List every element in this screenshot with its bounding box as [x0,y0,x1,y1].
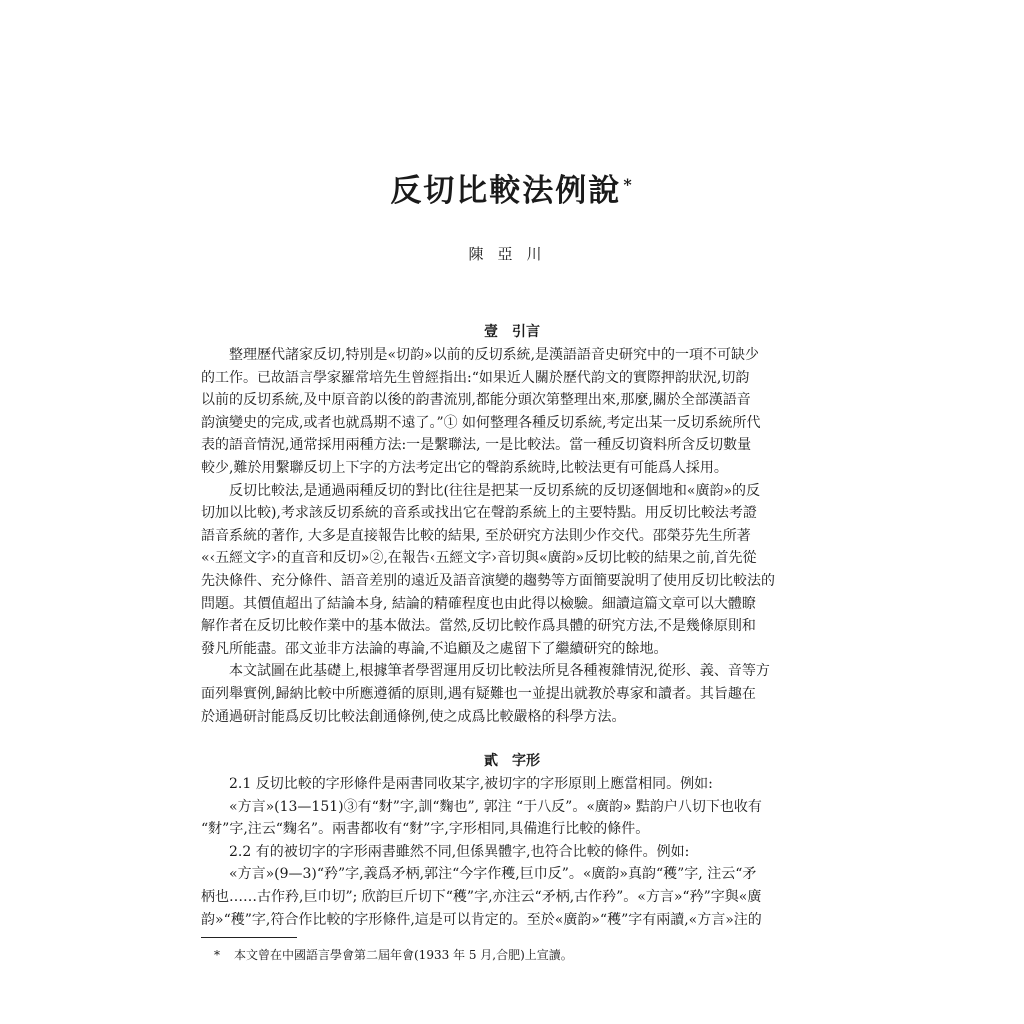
text-line: 的工作。已故語言學家羅常培先生曾經指出:“如果近人關於歷代韵文的實際押韵狀況,切韵 [201,369,750,386]
text-line: 於通過研討能爲反切比較法創通條例,使之成爲比較嚴格的科學方法。 [201,708,626,725]
author-name: 陳亞川 [468,245,556,263]
text-line: 反切比較法,是通過兩種反切的對比(往往是把某一反切系統的反切逐個地和«廣韵»的反 [201,482,761,499]
section-heading-introduction [0,321,1024,341]
text-line: 2.2 有的被切字的字形兩書雖然不同,但係異體字,也符合比較的條件。例如: [201,843,690,860]
footnote-mark: * [214,948,220,962]
text-line: 較少,難於用繫聯反切上下字的方法考定出它的聲韵系統時,比較法更有可能爲人採用。 [201,459,728,476]
text-line: 韵演變史的完成,或者也就爲期不遠了。”① 如何整理各種反切系統,考定出某一反切系統所代 [201,414,761,431]
section-body-introduction [201,344,807,728]
text-line: “䴭”字,注云“麴名”。兩書都收有“䴭”字,字形相同,具備進行比較的條件。 [201,821,650,838]
section-number: 壹 [484,324,498,340]
footnote [214,946,804,964]
title-footnote-mark: * [623,174,634,194]
text-line: «‹五經文字›的直音和反切»②,在報告‹五經文字›音切與«廣韵»反切比較的結果之前,首先從 [201,550,757,567]
text-line: 發凡所能盡。邵文並非方法論的專論,不追顧及之處留下了繼續研究的餘地。 [201,640,668,657]
text-line: 整理歷代諸家反切,特別是«切韵»以前的反切系統,是漢語語音史研究中的一項不可缺少 [201,347,760,363]
text-line: 2.1 反切比較的字形條件是兩書同收某字,被切字的字形原則上應當相同。例如: [201,776,713,792]
text-line: 韵»“穫”字,符合作比較的字形條件,這是可以肯定的。至於«廣韵»“穫”字有兩讀,«方言»注的 [201,911,762,928]
text-line: 問題。其價值超出了結論本身, 結論的精確程度也由此得以檢驗。細讀這篇文章可以大體瞭 [201,595,756,612]
footnote-divider [201,937,297,938]
text-line: 先決條件、充分條件、語音差別的遠近及語音演變的趨勢等方面簡要說明了使用反切比較法的 [201,572,775,589]
text-line: 本文試圖在此基礎上,根據筆者學習運用反切比較法所見各種複雜情況,從形、義、音等方 [201,663,770,680]
text-line: 以前的反切系統,及中原音韵以後的韵書流別,都能分頭次第整理出來,那麼,關於全部漢語音 [201,392,751,409]
article-title [0,165,1024,210]
section-body-glyph-form [201,773,807,931]
section-number: 貳 [484,753,498,769]
text-line: 柄也……古作矜,巨巾切”; 欣韵巨斤切下“穫”字,亦注云“矛柄,古作矜”。«方言»“矜”字與«廣 [201,888,762,905]
text-line: 解作者在反切比較作業中的基本做法。當然,反切比較作爲具體的研究方法,不是幾條原則和 [201,618,756,635]
text-line: 表的語音情況,通常採用兩種方法:一是繫聯法, 一是比較法。當一種反切資料所含反切數量 [201,437,752,454]
text-line: 面列舉實例,歸納比較中所應遵循的原則,遇有疑難也一並提出就教於專家和讀者。其旨趣在 [201,685,756,702]
section-title: 引言 [512,324,540,340]
text-line: «方言»(9—3)“矜”字,義爲矛柄,郭注“今字作穫,巨巾反”。«廣韵»真韵“穫”字, 注云“矛 [201,866,757,883]
text-line: «方言»(13—151)③有“䴭”字,訓“麴也”, 郭注 “于八反”。«廣韵» 黠韵户八切下也收有 [201,798,762,815]
section-heading-glyph-form [0,750,1024,770]
text-line: 切加以比較),考求該反切系統的音系或找出它在聲韵系統上的主要特點。用反切比較法考證 [201,505,757,522]
footnote-text: 本文曾在中國語言學會第二屆年會(1933 年 5 月,合肥)上宣讀。 [234,948,573,962]
title-text: 反切比較法例說 [390,173,622,209]
section-title: 字形 [512,753,540,769]
text-line: 語音系統的著作, 大多是直接報告比較的結果, 至於研究方法則少作交代。邵榮芬先生所著 [201,527,751,544]
